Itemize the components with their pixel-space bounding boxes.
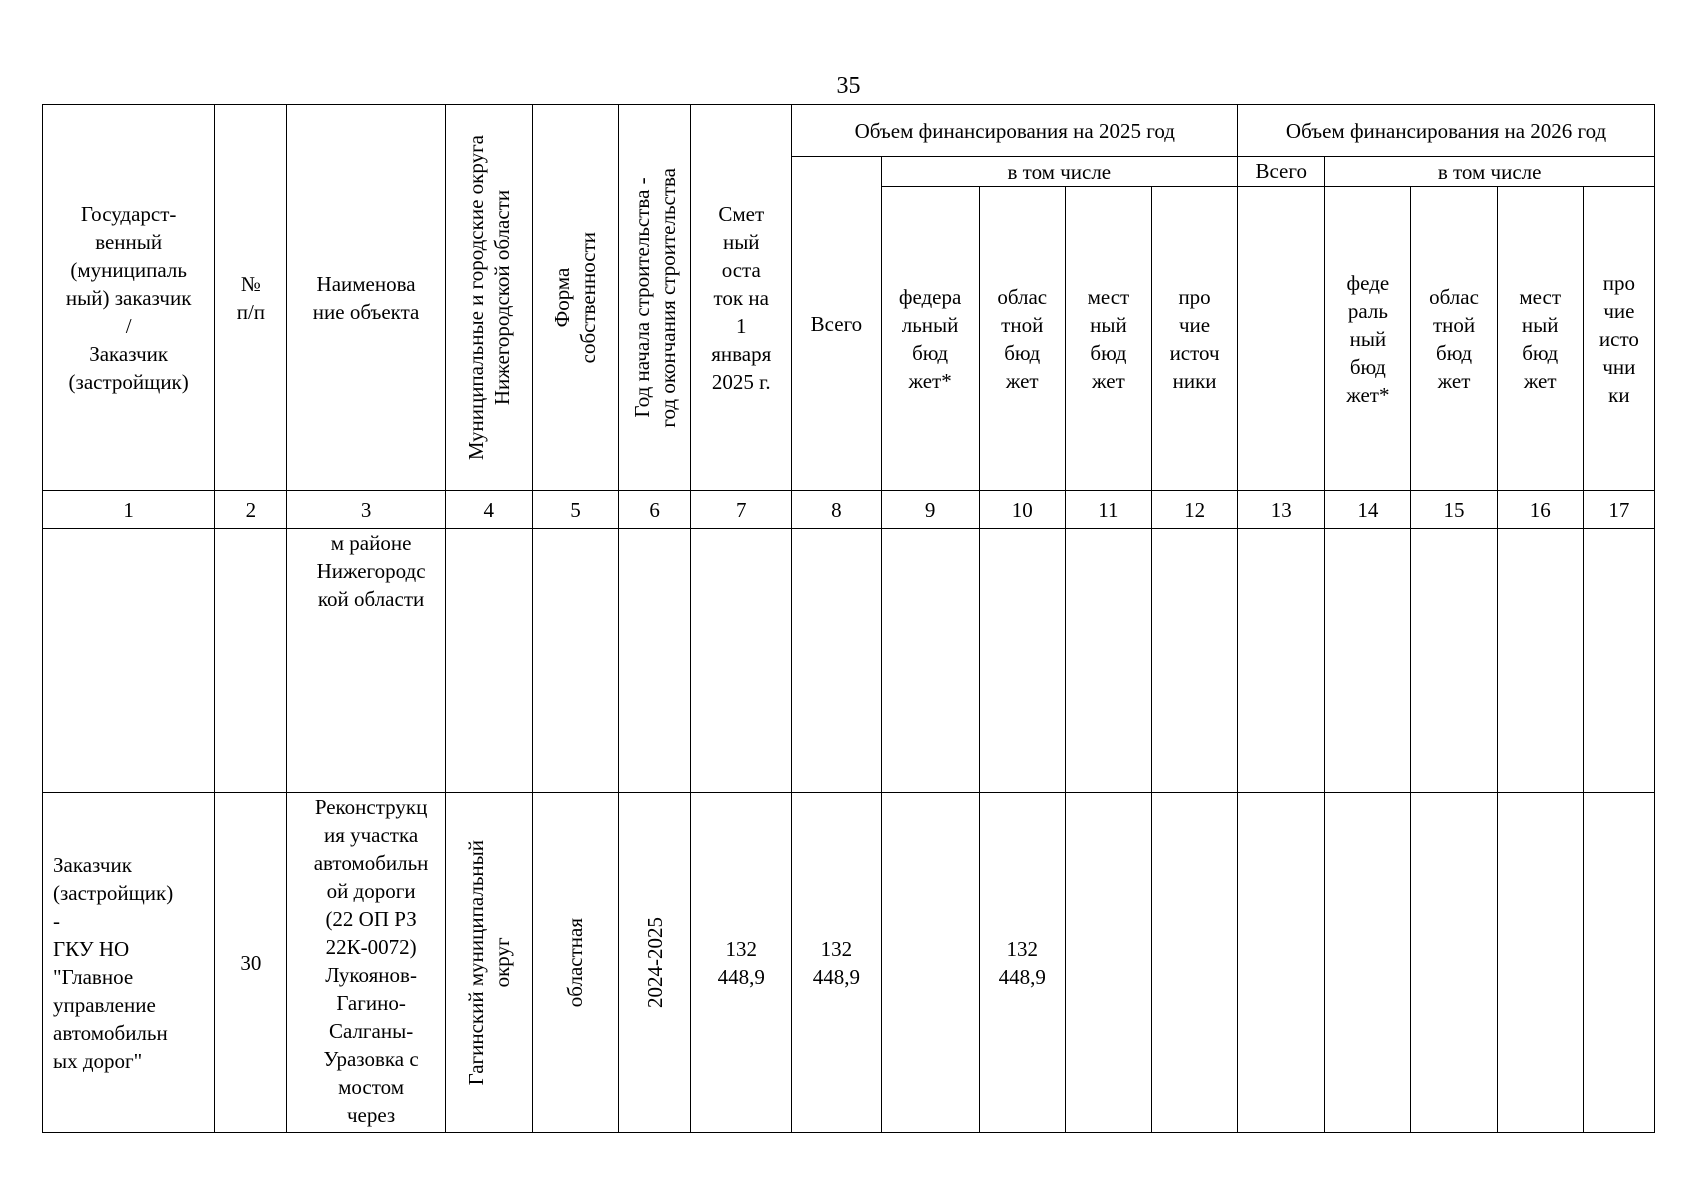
empty-cell	[1151, 529, 1237, 793]
header-ownership: Форма собственности	[550, 231, 601, 364]
header-years-cell	[619, 105, 691, 491]
empty-cell	[43, 529, 215, 793]
column-number-row	[43, 491, 1655, 529]
header-district: Муниципальные и городские округа Нижегородской области	[463, 134, 514, 461]
header-financing-2026: Объем финансирования на 2026 год	[1238, 105, 1655, 157]
column-number: 12	[1151, 491, 1237, 529]
empty-cell	[619, 529, 691, 793]
column-number: 8	[792, 491, 881, 529]
header-years: Год начала строительства - год окончания строительства	[629, 167, 680, 428]
column-number: 11	[1065, 491, 1151, 529]
header-object-name: Наименова ние объекта	[287, 105, 445, 491]
years-cell	[619, 793, 691, 1133]
header-customer: Государст- венный (муниципаль ный) заказчик / Заказчик (застройщик)	[43, 105, 215, 491]
total-2025: 132 448,9	[792, 793, 881, 1133]
column-number: 10	[979, 491, 1065, 529]
district-cell	[445, 793, 532, 1133]
empty-cell	[1065, 529, 1151, 793]
column-number: 13	[1238, 491, 1325, 529]
empty-cell	[1238, 529, 1325, 793]
header-ownership-cell	[532, 105, 618, 491]
local-2026	[1497, 793, 1583, 1133]
empty-cell	[792, 529, 881, 793]
empty-cell	[1411, 529, 1497, 793]
empty-cell	[691, 529, 792, 793]
header-estimate: Смет ный оста ток на 1 января 2025 г.	[691, 105, 792, 491]
column-number: 5	[532, 491, 618, 529]
header-federal-2026: феде раль ный бюд жет*	[1325, 187, 1411, 491]
ownership: областная	[563, 917, 588, 1008]
local-2025	[1065, 793, 1151, 1133]
federal-2025	[881, 793, 979, 1133]
total-2026	[1238, 793, 1325, 1133]
empty-cell	[532, 529, 618, 793]
object-name: Реконструкц ия участка автомобильн ой дороги (22 ОП РЗ 22К-0072) Лукоянов- Гагино- Салганы- Уразовка с мостом через	[287, 793, 445, 1133]
other-2025	[1151, 793, 1237, 1133]
district: Гагинский муниципальный округ	[463, 839, 514, 1086]
empty-cell	[881, 529, 979, 793]
header-federal-2025: федера льный бюд жет*	[881, 187, 979, 491]
column-number: 9	[881, 491, 979, 529]
header-number: № п/п	[215, 105, 287, 491]
table-row-continuation	[43, 529, 1655, 793]
column-number: 17	[1583, 491, 1654, 529]
financing-table	[42, 104, 1655, 1133]
header-financing-2025: Объем финансирования на 2025 год	[792, 105, 1238, 157]
column-number: 15	[1411, 491, 1497, 529]
years: 2024-2025	[642, 917, 667, 1008]
empty-cell	[1583, 529, 1654, 793]
federal-2026	[1325, 793, 1411, 1133]
empty-cell	[1497, 529, 1583, 793]
table-row-30	[43, 793, 1655, 1133]
object-name-continuation: м районе Нижегородс кой области	[287, 529, 445, 793]
header-total-2026-empty	[1238, 187, 1325, 491]
column-number: 2	[215, 491, 287, 529]
empty-cell	[215, 529, 287, 793]
column-number: 16	[1497, 491, 1583, 529]
header-regional-2026: облас тной бюд жет	[1411, 187, 1497, 491]
header-district-cell	[445, 105, 532, 491]
header-local-2025: мест ный бюд жет	[1065, 187, 1151, 491]
header-total-2025: Всего	[792, 157, 881, 491]
empty-cell	[1325, 529, 1411, 793]
header-including-2026: в том числе	[1325, 157, 1655, 187]
header-other-2025: про чие источ ники	[1151, 187, 1237, 491]
empty-cell	[445, 529, 532, 793]
page-number: 35	[836, 73, 861, 99]
estimate-balance: 132 448,9	[691, 793, 792, 1133]
header-regional-2025: облас тной бюд жет	[979, 187, 1065, 491]
customer-cell: Заказчик (застройщик) - ГКУ НО "Главное управление автомобильн ых дорог"	[43, 793, 215, 1133]
regional-2026	[1411, 793, 1497, 1133]
header-total-2026: Всего	[1238, 157, 1325, 187]
column-number: 14	[1325, 491, 1411, 529]
column-number: 1	[43, 491, 215, 529]
header-including-2025: в том числе	[881, 157, 1238, 187]
empty-cell	[979, 529, 1065, 793]
row-number: 30	[215, 793, 287, 1133]
header-other-2026: про чие исто чни ки	[1583, 187, 1654, 491]
column-number: 4	[445, 491, 532, 529]
column-number: 6	[619, 491, 691, 529]
column-number: 3	[287, 491, 445, 529]
header-local-2026: мест ный бюд жет	[1497, 187, 1583, 491]
column-number: 7	[691, 491, 792, 529]
other-2026	[1583, 793, 1654, 1133]
regional-2025: 132 448,9	[979, 793, 1065, 1133]
ownership-cell	[532, 793, 618, 1133]
